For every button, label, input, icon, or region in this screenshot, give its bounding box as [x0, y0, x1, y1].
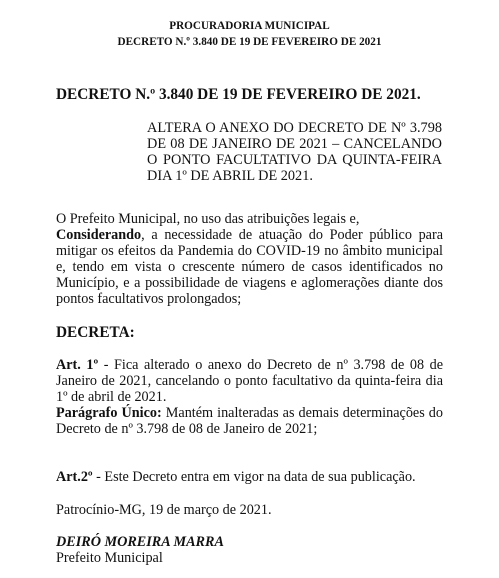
considerando-label: Considerando: [56, 227, 142, 243]
article-2-text: - Este Decreto entra em vigor na data de sua publicação.: [92, 469, 416, 485]
considerando-paragraph: [56, 227, 443, 307]
considerando-text: , a necessidade de atuação do Poder público para mitigar os efeitos da Pandemia do COVID-19 no âmbito municipal e, tendo em vista o crescente número de casos identificados no Município, e a possibilidade de viagens e aglomerações diante dos pontos facultativos prolongados;: [56, 227, 443, 307]
signatory-role: Prefeito Municipal: [56, 550, 163, 566]
article-1-label: Art. 1º: [56, 357, 99, 373]
intro-paragraph: O Prefeito Municipal, no uso das atribuições legais e,: [56, 211, 360, 227]
paragrafo-label: Parágrafo Único:: [56, 405, 162, 421]
signatory-name: DEIRÓ MOREIRA MARRA: [56, 534, 224, 550]
paragrafo-text: Mantém inalteradas as demais determinações do Decreto de nº 3.798 de 08 de Janeiro de 2021;: [56, 405, 443, 437]
article-2: [56, 469, 443, 485]
article-2-label: Art.2º: [56, 469, 93, 485]
article-1: [56, 357, 443, 405]
header-decree-ref: DECRETO N.º 3.840 DE 19 DE FEVEREIRO DE 2021: [117, 36, 382, 48]
paragrafo-unico: [56, 405, 443, 437]
decree-ementa: ALTERA O ANEXO DO DECRETO DE Nº 3.798 DE 08 DE JANEIRO DE 2021 – CANCELANDO O PONTO FACULTATIVO DA QUINTA-FEIRA DIA 1º DE ABRIL DE 2021.: [147, 120, 442, 184]
decree-title: DECRETO N.º 3.840 DE 19 DE FEVEREIRO DE 2021.: [56, 86, 421, 103]
article-1-text: - Fica alterado o anexo do Decreto de nº 3.798 de 08 de Janeiro de 2021, cancelando o ponto facultativo da quinta-feira dia 1º de abril de 2021.: [56, 357, 444, 405]
place-date: Patrocínio-MG, 19 de março de 2021.: [56, 502, 272, 518]
header-office: PROCURADORIA MUNICIPAL: [169, 20, 330, 32]
decreta-heading: DECRETA:: [56, 324, 135, 341]
